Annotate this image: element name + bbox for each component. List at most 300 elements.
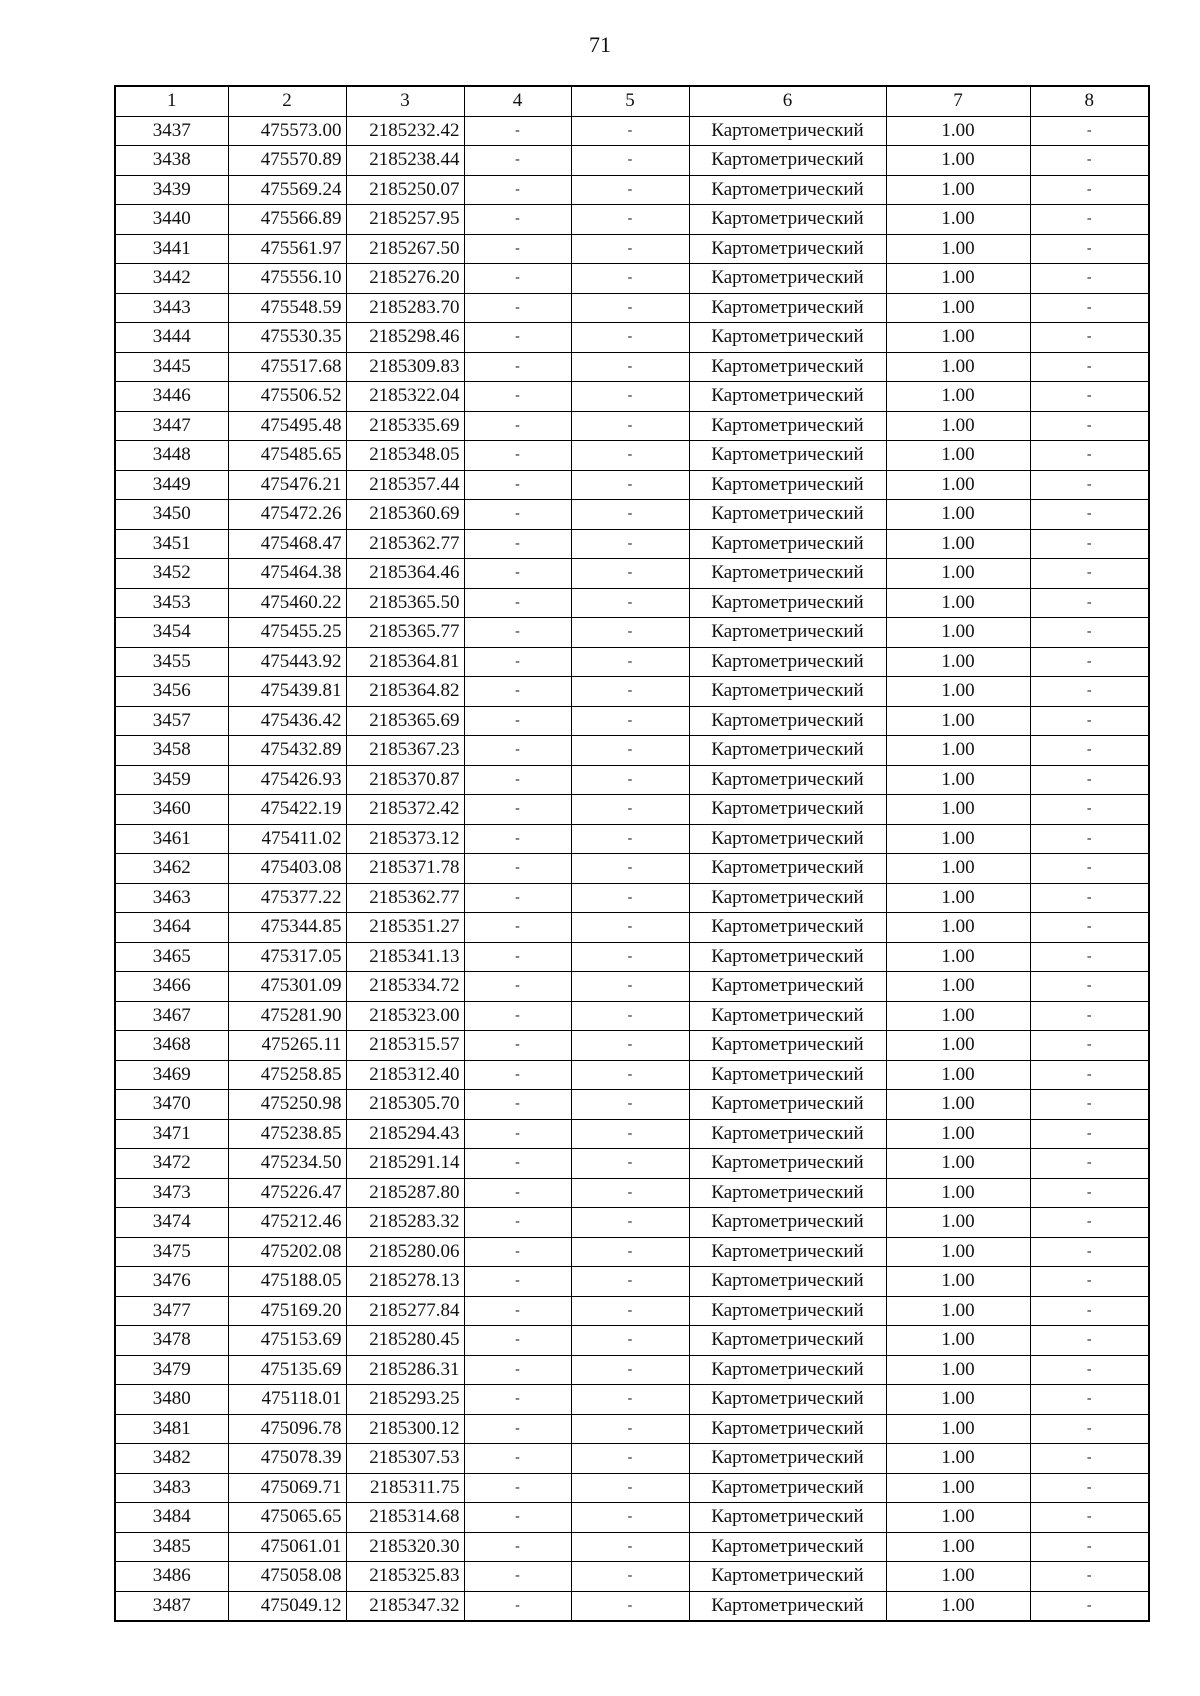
column-4-cell: - [464,1532,571,1562]
point-number-cell: 3463 [115,883,228,913]
column-header: 8 [1030,86,1149,116]
x-coordinate-cell: 475281.90 [228,1001,346,1031]
x-coordinate-cell: 475234.50 [228,1149,346,1179]
x-coordinate-cell: 475226.47 [228,1178,346,1208]
accuracy-cell: 1.00 [886,1267,1030,1297]
method-cell: Картометрический [689,470,886,500]
column-8-cell: - [1030,1326,1149,1356]
y-coordinate-cell: 2185305.70 [346,1090,464,1120]
method-cell: Картометрический [689,500,886,530]
x-coordinate-cell: 475118.01 [228,1385,346,1415]
column-5-cell: - [571,411,689,441]
column-4-cell: - [464,1237,571,1267]
column-5-cell: - [571,1267,689,1297]
x-coordinate-cell: 475566.89 [228,205,346,235]
accuracy-cell: 1.00 [886,1562,1030,1592]
table-row [115,1237,1149,1267]
accuracy-cell: 1.00 [886,765,1030,795]
column-4-cell: - [464,1031,571,1061]
y-coordinate-cell: 2185232.42 [346,116,464,146]
table-row [115,1296,1149,1326]
column-4-cell: - [464,1473,571,1503]
column-4-cell: - [464,1326,571,1356]
method-cell: Картометрический [689,1591,886,1621]
column-5-cell: - [571,1090,689,1120]
column-4-cell: - [464,234,571,264]
column-4-cell: - [464,1296,571,1326]
column-header: 1 [115,86,228,116]
point-number-cell: 3465 [115,942,228,972]
x-coordinate-cell: 475556.10 [228,264,346,294]
accuracy-cell: 1.00 [886,1208,1030,1238]
table-row [115,795,1149,825]
column-5-cell: - [571,264,689,294]
method-cell: Картометрический [689,264,886,294]
table-row [115,529,1149,559]
point-number-cell: 3470 [115,1090,228,1120]
accuracy-cell: 1.00 [886,529,1030,559]
column-8-cell: - [1030,588,1149,618]
table-row [115,293,1149,323]
y-coordinate-cell: 2185283.32 [346,1208,464,1238]
column-5-cell: - [571,175,689,205]
accuracy-cell: 1.00 [886,824,1030,854]
point-number-cell: 3445 [115,352,228,382]
column-4-cell: - [464,1562,571,1592]
method-cell: Картометрический [689,1326,886,1356]
column-header: 5 [571,86,689,116]
column-8-cell: - [1030,972,1149,1002]
accuracy-cell: 1.00 [886,1119,1030,1149]
table-row [115,972,1149,1002]
method-cell: Картометрический [689,116,886,146]
method-cell: Картометрический [689,618,886,648]
x-coordinate-cell: 475344.85 [228,913,346,943]
column-8-cell: - [1030,1532,1149,1562]
column-4-cell: - [464,1355,571,1385]
column-8-cell: - [1030,1267,1149,1297]
point-number-cell: 3439 [115,175,228,205]
column-8-cell: - [1030,323,1149,353]
method-cell: Картометрический [689,972,886,1002]
y-coordinate-cell: 2185364.82 [346,677,464,707]
point-number-cell: 3480 [115,1385,228,1415]
accuracy-cell: 1.00 [886,883,1030,913]
column-5-cell: - [571,1119,689,1149]
point-number-cell: 3438 [115,146,228,176]
accuracy-cell: 1.00 [886,1031,1030,1061]
point-number-cell: 3449 [115,470,228,500]
x-coordinate-cell: 475212.46 [228,1208,346,1238]
column-8-cell: - [1030,883,1149,913]
method-cell: Картометрический [689,1237,886,1267]
accuracy-cell: 1.00 [886,942,1030,972]
method-cell: Картометрический [689,1444,886,1474]
y-coordinate-cell: 2185341.13 [346,942,464,972]
column-8-cell: - [1030,529,1149,559]
table-row [115,352,1149,382]
column-8-cell: - [1030,706,1149,736]
accuracy-cell: 1.00 [886,116,1030,146]
table-row [115,1031,1149,1061]
method-cell: Картометрический [689,352,886,382]
x-coordinate-cell: 475472.26 [228,500,346,530]
accuracy-cell: 1.00 [886,1591,1030,1621]
column-8-cell: - [1030,1355,1149,1385]
column-5-cell: - [571,588,689,618]
accuracy-cell: 1.00 [886,1237,1030,1267]
column-5-cell: - [571,1473,689,1503]
method-cell: Картометрический [689,824,886,854]
column-4-cell: - [464,1591,571,1621]
table-row [115,264,1149,294]
accuracy-cell: 1.00 [886,1444,1030,1474]
table-row [115,382,1149,412]
accuracy-cell: 1.00 [886,205,1030,235]
table-row [115,1355,1149,1385]
y-coordinate-cell: 2185280.06 [346,1237,464,1267]
table-row [115,824,1149,854]
point-number-cell: 3476 [115,1267,228,1297]
y-coordinate-cell: 2185287.80 [346,1178,464,1208]
table-body [115,116,1149,1621]
column-5-cell: - [571,1385,689,1415]
point-number-cell: 3455 [115,647,228,677]
accuracy-cell: 1.00 [886,382,1030,412]
table-row [115,1149,1149,1179]
x-coordinate-cell: 475460.22 [228,588,346,618]
column-5-cell: - [571,323,689,353]
column-5-cell: - [571,677,689,707]
x-coordinate-cell: 475061.01 [228,1532,346,1562]
point-number-cell: 3458 [115,736,228,766]
accuracy-cell: 1.00 [886,470,1030,500]
table-row [115,1001,1149,1031]
table-row [115,765,1149,795]
accuracy-cell: 1.00 [886,234,1030,264]
accuracy-cell: 1.00 [886,559,1030,589]
column-4-cell: - [464,1444,571,1474]
method-cell: Картометрический [689,1060,886,1090]
point-number-cell: 3473 [115,1178,228,1208]
y-coordinate-cell: 2185372.42 [346,795,464,825]
method-cell: Картометрический [689,795,886,825]
table-row [115,706,1149,736]
point-number-cell: 3441 [115,234,228,264]
column-8-cell: - [1030,1178,1149,1208]
column-8-cell: - [1030,382,1149,412]
column-8-cell: - [1030,1149,1149,1179]
table-row [115,559,1149,589]
table-row [115,500,1149,530]
column-4-cell: - [464,854,571,884]
point-number-cell: 3457 [115,706,228,736]
x-coordinate-cell: 475301.09 [228,972,346,1002]
column-4-cell: - [464,913,571,943]
table-row [115,1385,1149,1415]
column-5-cell: - [571,1503,689,1533]
x-coordinate-cell: 475485.65 [228,441,346,471]
x-coordinate-cell: 475464.38 [228,559,346,589]
point-number-cell: 3471 [115,1119,228,1149]
x-coordinate-cell: 475202.08 [228,1237,346,1267]
table-row [115,441,1149,471]
accuracy-cell: 1.00 [886,1090,1030,1120]
y-coordinate-cell: 2185364.81 [346,647,464,677]
table-row [115,1591,1149,1621]
x-coordinate-cell: 475530.35 [228,323,346,353]
column-5-cell: - [571,1296,689,1326]
column-4-cell: - [464,618,571,648]
x-coordinate-cell: 475432.89 [228,736,346,766]
accuracy-cell: 1.00 [886,736,1030,766]
table-row [115,1208,1149,1238]
y-coordinate-cell: 2185291.14 [346,1149,464,1179]
column-8-cell: - [1030,1119,1149,1149]
method-cell: Картометрический [689,1532,886,1562]
column-5-cell: - [571,1591,689,1621]
column-4-cell: - [464,559,571,589]
method-cell: Картометрический [689,1503,886,1533]
accuracy-cell: 1.00 [886,1532,1030,1562]
method-cell: Картометрический [689,1473,886,1503]
point-number-cell: 3475 [115,1237,228,1267]
table-row [115,883,1149,913]
table-row [115,1060,1149,1090]
point-number-cell: 3451 [115,529,228,559]
method-cell: Картометрический [689,736,886,766]
method-cell: Картометрический [689,1385,886,1415]
y-coordinate-cell: 2185365.50 [346,588,464,618]
column-8-cell: - [1030,116,1149,146]
column-8-cell: - [1030,234,1149,264]
accuracy-cell: 1.00 [886,146,1030,176]
column-8-cell: - [1030,1444,1149,1474]
column-8-cell: - [1030,647,1149,677]
table-row [115,146,1149,176]
x-coordinate-cell: 475065.65 [228,1503,346,1533]
y-coordinate-cell: 2185286.31 [346,1355,464,1385]
column-4-cell: - [464,352,571,382]
column-8-cell: - [1030,942,1149,972]
column-5-cell: - [571,116,689,146]
column-4-cell: - [464,411,571,441]
table-row [115,618,1149,648]
point-number-cell: 3446 [115,382,228,412]
column-8-cell: - [1030,1237,1149,1267]
y-coordinate-cell: 2185364.46 [346,559,464,589]
y-coordinate-cell: 2185362.77 [346,529,464,559]
y-coordinate-cell: 2185325.83 [346,1562,464,1592]
y-coordinate-cell: 2185250.07 [346,175,464,205]
method-cell: Картометрический [689,146,886,176]
x-coordinate-cell: 475317.05 [228,942,346,972]
y-coordinate-cell: 2185367.23 [346,736,464,766]
accuracy-cell: 1.00 [886,500,1030,530]
x-coordinate-cell: 475258.85 [228,1060,346,1090]
page-number: 71 [589,32,611,57]
table-row [115,1326,1149,1356]
point-number-cell: 3454 [115,618,228,648]
method-cell: Картометрический [689,1296,886,1326]
table-row [115,411,1149,441]
method-cell: Картометрический [689,1149,886,1179]
column-8-cell: - [1030,1031,1149,1061]
x-coordinate-cell: 475468.47 [228,529,346,559]
column-4-cell: - [464,1414,571,1444]
column-5-cell: - [571,352,689,382]
column-4-cell: - [464,1503,571,1533]
point-number-cell: 3460 [115,795,228,825]
x-coordinate-cell: 475495.48 [228,411,346,441]
column-8-cell: - [1030,618,1149,648]
column-8-cell: - [1030,352,1149,382]
method-cell: Картометрический [689,411,886,441]
table-row [115,1532,1149,1562]
method-cell: Картометрический [689,234,886,264]
point-number-cell: 3484 [115,1503,228,1533]
accuracy-cell: 1.00 [886,1178,1030,1208]
column-5-cell: - [571,824,689,854]
x-coordinate-cell: 475069.71 [228,1473,346,1503]
column-5-cell: - [571,913,689,943]
table-row [115,1267,1149,1297]
point-number-cell: 3444 [115,323,228,353]
y-coordinate-cell: 2185294.43 [346,1119,464,1149]
column-4-cell: - [464,323,571,353]
column-header: 7 [886,86,1030,116]
column-5-cell: - [571,647,689,677]
column-4-cell: - [464,972,571,1002]
column-5-cell: - [571,1208,689,1238]
method-cell: Картометрический [689,1031,886,1061]
accuracy-cell: 1.00 [886,441,1030,471]
accuracy-cell: 1.00 [886,913,1030,943]
column-5-cell: - [571,1031,689,1061]
column-4-cell: - [464,1090,571,1120]
column-header: 4 [464,86,571,116]
x-coordinate-cell: 475569.24 [228,175,346,205]
column-8-cell: - [1030,441,1149,471]
column-4-cell: - [464,1149,571,1179]
x-coordinate-cell: 475517.68 [228,352,346,382]
point-number-cell: 3453 [115,588,228,618]
table-row [115,1119,1149,1149]
column-4-cell: - [464,175,571,205]
accuracy-cell: 1.00 [886,411,1030,441]
point-number-cell: 3440 [115,205,228,235]
column-8-cell: - [1030,765,1149,795]
column-4-cell: - [464,1001,571,1031]
column-4-cell: - [464,1060,571,1090]
method-cell: Картометрический [689,1090,886,1120]
method-cell: Картометрический [689,382,886,412]
column-5-cell: - [571,1326,689,1356]
y-coordinate-cell: 2185276.20 [346,264,464,294]
method-cell: Картометрический [689,1562,886,1592]
column-8-cell: - [1030,500,1149,530]
column-4-cell: - [464,116,571,146]
method-cell: Картометрический [689,588,886,618]
column-4-cell: - [464,795,571,825]
column-5-cell: - [571,146,689,176]
table-row [115,736,1149,766]
accuracy-cell: 1.00 [886,1149,1030,1179]
x-coordinate-cell: 475573.00 [228,116,346,146]
method-cell: Картометрический [689,529,886,559]
accuracy-cell: 1.00 [886,352,1030,382]
column-5-cell: - [571,1001,689,1031]
column-4-cell: - [464,588,571,618]
y-coordinate-cell: 2185300.12 [346,1414,464,1444]
table-row [115,942,1149,972]
column-header: 3 [346,86,464,116]
column-4-cell: - [464,942,571,972]
column-5-cell: - [571,470,689,500]
column-8-cell: - [1030,205,1149,235]
accuracy-cell: 1.00 [886,1326,1030,1356]
column-8-cell: - [1030,470,1149,500]
table-row [115,234,1149,264]
x-coordinate-cell: 475250.98 [228,1090,346,1120]
table-row [115,1178,1149,1208]
table-row [115,1414,1149,1444]
column-8-cell: - [1030,677,1149,707]
accuracy-cell: 1.00 [886,1060,1030,1090]
column-4-cell: - [464,146,571,176]
table-row [115,588,1149,618]
point-number-cell: 3466 [115,972,228,1002]
method-cell: Картометрический [689,765,886,795]
column-4-cell: - [464,1385,571,1415]
accuracy-cell: 1.00 [886,677,1030,707]
x-coordinate-cell: 475238.85 [228,1119,346,1149]
x-coordinate-cell: 475506.52 [228,382,346,412]
point-number-cell: 3442 [115,264,228,294]
point-number-cell: 3464 [115,913,228,943]
table-row [115,1562,1149,1592]
column-5-cell: - [571,1237,689,1267]
point-number-cell: 3472 [115,1149,228,1179]
table-row [115,1503,1149,1533]
column-4-cell: - [464,529,571,559]
x-coordinate-cell: 475265.11 [228,1031,346,1061]
table-row [115,205,1149,235]
point-number-cell: 3468 [115,1031,228,1061]
y-coordinate-cell: 2185278.13 [346,1267,464,1297]
x-coordinate-cell: 475377.22 [228,883,346,913]
column-5-cell: - [571,883,689,913]
accuracy-cell: 1.00 [886,854,1030,884]
x-coordinate-cell: 475058.08 [228,1562,346,1592]
coordinates-table [114,85,1150,1622]
y-coordinate-cell: 2185293.25 [346,1385,464,1415]
column-8-cell: - [1030,264,1149,294]
accuracy-cell: 1.00 [886,175,1030,205]
column-8-cell: - [1030,1001,1149,1031]
column-4-cell: - [464,647,571,677]
accuracy-cell: 1.00 [886,1001,1030,1031]
method-cell: Картометрический [689,1267,886,1297]
point-number-cell: 3482 [115,1444,228,1474]
y-coordinate-cell: 2185371.78 [346,854,464,884]
y-coordinate-cell: 2185322.04 [346,382,464,412]
column-8-cell: - [1030,1503,1149,1533]
column-5-cell: - [571,942,689,972]
column-header: 6 [689,86,886,116]
table-row [115,913,1149,943]
column-5-cell: - [571,559,689,589]
